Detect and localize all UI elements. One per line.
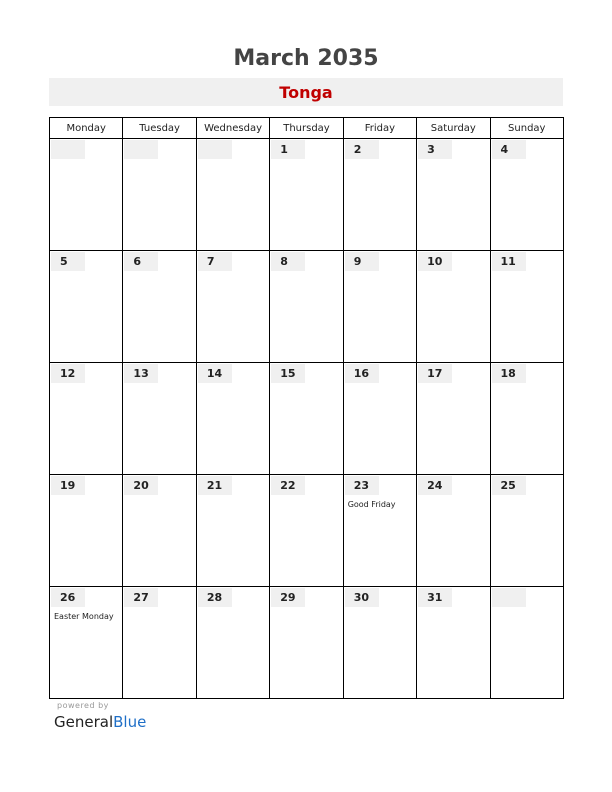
day-cell xyxy=(270,475,343,587)
day-number: 4 xyxy=(500,143,509,156)
day-number-box xyxy=(198,140,232,159)
day-number: 23 xyxy=(353,479,369,492)
day-number: 19 xyxy=(60,479,76,492)
holiday-label: Good Friday xyxy=(347,500,396,509)
day-number-box xyxy=(124,252,158,271)
day-number: 29 xyxy=(280,591,296,604)
day-cell xyxy=(417,363,490,475)
day-cell xyxy=(123,139,196,251)
day-number-box xyxy=(51,140,85,159)
day-number-box xyxy=(271,252,305,271)
day-number: 27 xyxy=(133,591,149,604)
day-number: 21 xyxy=(206,479,223,492)
day-number-box xyxy=(418,140,452,159)
weekday-friday: Friday xyxy=(343,118,416,139)
day-cell xyxy=(343,587,416,699)
day-number: 18 xyxy=(500,367,516,380)
day-number: 31 xyxy=(427,591,443,604)
day-cell xyxy=(270,139,343,251)
week-row xyxy=(50,139,564,251)
day-number: 3 xyxy=(427,143,435,156)
day-cell xyxy=(343,363,416,475)
day-number: 15 xyxy=(280,367,296,380)
day-number: 28 xyxy=(206,591,223,604)
day-number: 10 xyxy=(427,255,443,268)
country-name: Tonga xyxy=(279,83,333,102)
day-cell xyxy=(50,363,123,475)
day-number: 1 xyxy=(280,143,288,156)
day-cell xyxy=(343,475,416,587)
day-number: 8 xyxy=(280,255,288,268)
day-cell xyxy=(50,251,123,363)
powered-by-text: powered by xyxy=(57,701,109,710)
weekday-tuesday: Tuesday xyxy=(123,118,196,139)
day-number: 7 xyxy=(206,255,215,268)
day-number-box xyxy=(345,140,379,159)
day-cell xyxy=(490,475,563,587)
day-cell xyxy=(490,139,563,251)
week-row xyxy=(50,475,564,587)
day-number: 12 xyxy=(60,367,76,380)
day-number: 22 xyxy=(280,479,296,492)
day-number: 14 xyxy=(206,367,223,380)
day-number-box xyxy=(51,252,85,271)
day-cell xyxy=(417,251,490,363)
day-cell xyxy=(417,587,490,699)
day-number: 25 xyxy=(500,479,516,492)
day-number-box xyxy=(345,252,379,271)
day-cell xyxy=(490,363,563,475)
day-cell xyxy=(270,251,343,363)
day-cell xyxy=(490,587,563,699)
day-number: 9 xyxy=(353,255,362,268)
weekday-header-row xyxy=(50,118,564,139)
weekday-monday: Monday xyxy=(50,118,123,139)
week-row xyxy=(50,251,564,363)
day-cell xyxy=(270,363,343,475)
generalblue-logo[interactable] xyxy=(54,713,146,731)
day-number: 24 xyxy=(427,479,443,492)
day-cell xyxy=(123,363,196,475)
day-number: 5 xyxy=(60,255,68,268)
page-title: March 2035 xyxy=(233,46,379,71)
day-cell xyxy=(196,587,269,699)
day-number-box xyxy=(198,252,232,271)
weekday-wednesday: Wednesday xyxy=(196,118,269,139)
day-cell xyxy=(123,475,196,587)
day-number: 30 xyxy=(353,591,369,604)
day-cell xyxy=(123,587,196,699)
day-cell xyxy=(50,475,123,587)
logo-general: General xyxy=(54,713,114,731)
country-banner xyxy=(49,78,563,106)
day-cell xyxy=(417,139,490,251)
day-number-box xyxy=(271,140,305,159)
day-cell xyxy=(196,139,269,251)
day-number: 20 xyxy=(133,479,149,492)
month-calendar xyxy=(49,117,564,699)
day-cell xyxy=(196,251,269,363)
day-cell xyxy=(270,587,343,699)
day-number-box xyxy=(124,140,158,159)
day-number-box xyxy=(492,140,526,159)
day-cell xyxy=(50,587,123,699)
logo-blue: Blue xyxy=(113,713,147,731)
day-cell xyxy=(50,139,123,251)
day-cell xyxy=(490,251,563,363)
day-number: 13 xyxy=(133,367,149,380)
week-row xyxy=(50,587,564,699)
day-number: 2 xyxy=(353,143,362,156)
day-cell xyxy=(343,139,416,251)
day-number: 16 xyxy=(353,367,369,380)
day-number: 17 xyxy=(427,367,443,380)
day-cell xyxy=(123,251,196,363)
weekday-saturday: Saturday xyxy=(417,118,490,139)
day-cell xyxy=(343,251,416,363)
holiday-label: Easter Monday xyxy=(54,612,114,621)
day-cell xyxy=(417,475,490,587)
day-number-box xyxy=(492,588,526,607)
day-number: 26 xyxy=(60,591,76,604)
week-row xyxy=(50,363,564,475)
day-cell xyxy=(196,475,269,587)
day-number: 6 xyxy=(133,255,142,268)
day-number: 11 xyxy=(500,255,516,268)
weekday-thursday: Thursday xyxy=(270,118,343,139)
weekday-sunday: Sunday xyxy=(490,118,563,139)
day-cell xyxy=(196,363,269,475)
